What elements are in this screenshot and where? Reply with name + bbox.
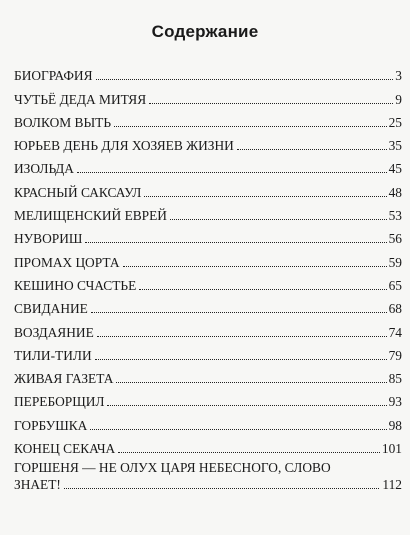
dot-leader [114, 126, 387, 127]
toc-entries [14, 60, 402, 456]
toc-entry-title: ТИЛИ-ТИЛИ [14, 347, 92, 363]
toc-entry-title: МЕЛИЩЕНСКИЙ ЕВРЕЙ [14, 208, 167, 224]
dot-leader [170, 219, 387, 220]
page-title: Содержание [151, 22, 259, 41]
toc-entry-page: 79 [388, 347, 402, 363]
dot-leader [116, 382, 386, 383]
dot-leader [118, 452, 380, 453]
toc-entry-page: 85 [388, 371, 402, 387]
toc-entry [14, 246, 402, 269]
toc-entry-title: ЧУТЬЁ ДЕДА МИТЯЯ [14, 91, 147, 107]
dot-leader [139, 289, 386, 290]
dot-leader [144, 196, 386, 197]
toc-entry-title: ГОРБУШКА [14, 417, 88, 433]
dot-leader [96, 79, 394, 80]
toc-entry-title: ПЕРЕБОРЩИЛ [14, 394, 105, 410]
toc-entry-title-line1: ГОРШЕНЯ — НЕ ОЛУХ ЦАРЯ НЕБЕСНОГО, СЛОВО [14, 460, 331, 476]
toc-entry-page: 112 [382, 477, 402, 493]
toc-entry-title: ИЗОЛЬДА [14, 161, 74, 177]
toc-entry [14, 223, 402, 246]
toc-entry [14, 200, 402, 223]
toc-entry-title-line2-row [14, 476, 402, 493]
toc-entry [14, 270, 402, 293]
dot-leader [97, 336, 387, 337]
toc-entry-page: 3 [395, 68, 402, 84]
toc-entry-page: 59 [388, 254, 402, 270]
toc-entry-title: ВОЛКОМ ВЫТЬ [14, 114, 112, 130]
toc-entry-page: 56 [388, 231, 402, 247]
toc-entry-page: 45 [388, 161, 402, 177]
dot-leader [64, 488, 380, 489]
toc-entry [14, 83, 402, 106]
toc-entry [14, 433, 402, 456]
toc-entry [14, 340, 402, 363]
toc-entry-page: 53 [388, 208, 402, 224]
toc-entry-page: 9 [395, 91, 402, 107]
toc-entry [14, 130, 402, 153]
toc-entry [14, 153, 402, 176]
dot-leader [107, 405, 386, 406]
toc-entry-page: 25 [388, 114, 402, 130]
toc-entry-title: ЮРЬЕВ ДЕНЬ ДЛЯ ХОЗЯЕВ ЖИЗНИ [14, 138, 234, 154]
toc-entry-page: 101 [381, 441, 402, 457]
dot-leader [85, 242, 386, 243]
toc-entry [14, 293, 402, 316]
toc-entry-title: ЖИВАЯ ГАЗЕТА [14, 371, 114, 387]
dot-leader [123, 266, 387, 267]
toc-entry [14, 386, 402, 409]
dot-leader [90, 429, 386, 430]
dot-leader [95, 359, 387, 360]
dot-leader [77, 172, 387, 173]
toc-entry-last [14, 459, 402, 493]
toc-entry-page: 98 [388, 417, 402, 433]
table-of-contents [14, 60, 402, 493]
dot-leader [237, 149, 387, 150]
toc-entry [14, 60, 402, 83]
toc-entry-page: 65 [388, 277, 402, 293]
toc-entry-title: СВИДАНИЕ [14, 301, 88, 317]
dot-leader [149, 103, 393, 104]
toc-entry [14, 107, 402, 130]
toc-entry [14, 176, 402, 199]
toc-entry-title: ВОЗДАЯНИЕ [14, 324, 94, 340]
toc-entry-title: КЕШИНО СЧАСТЬЕ [14, 277, 137, 293]
toc-entry [14, 363, 402, 386]
toc-entry-page: 35 [388, 138, 402, 154]
toc-entry-title: КРАСНЫЙ САКСАУЛ [14, 184, 142, 200]
toc-entry-title: НУВОРИШ [14, 231, 83, 247]
toc-entry-page: 68 [388, 301, 402, 317]
toc-entry-title: КОНЕЦ СЕКАЧА [14, 441, 116, 457]
dot-leader [91, 312, 387, 313]
toc-entry-page: 48 [388, 184, 402, 200]
toc-entry-page: 74 [388, 324, 402, 340]
toc-entry [14, 409, 402, 432]
toc-entry-page: 93 [388, 394, 402, 410]
toc-entry [14, 316, 402, 339]
toc-entry-title-line2: ЗНАЕТ! [14, 477, 61, 493]
toc-entry-title: БИОГРАФИЯ [14, 68, 93, 84]
toc-entry-title: ПРОМАХ ЦОРТА [14, 254, 120, 270]
